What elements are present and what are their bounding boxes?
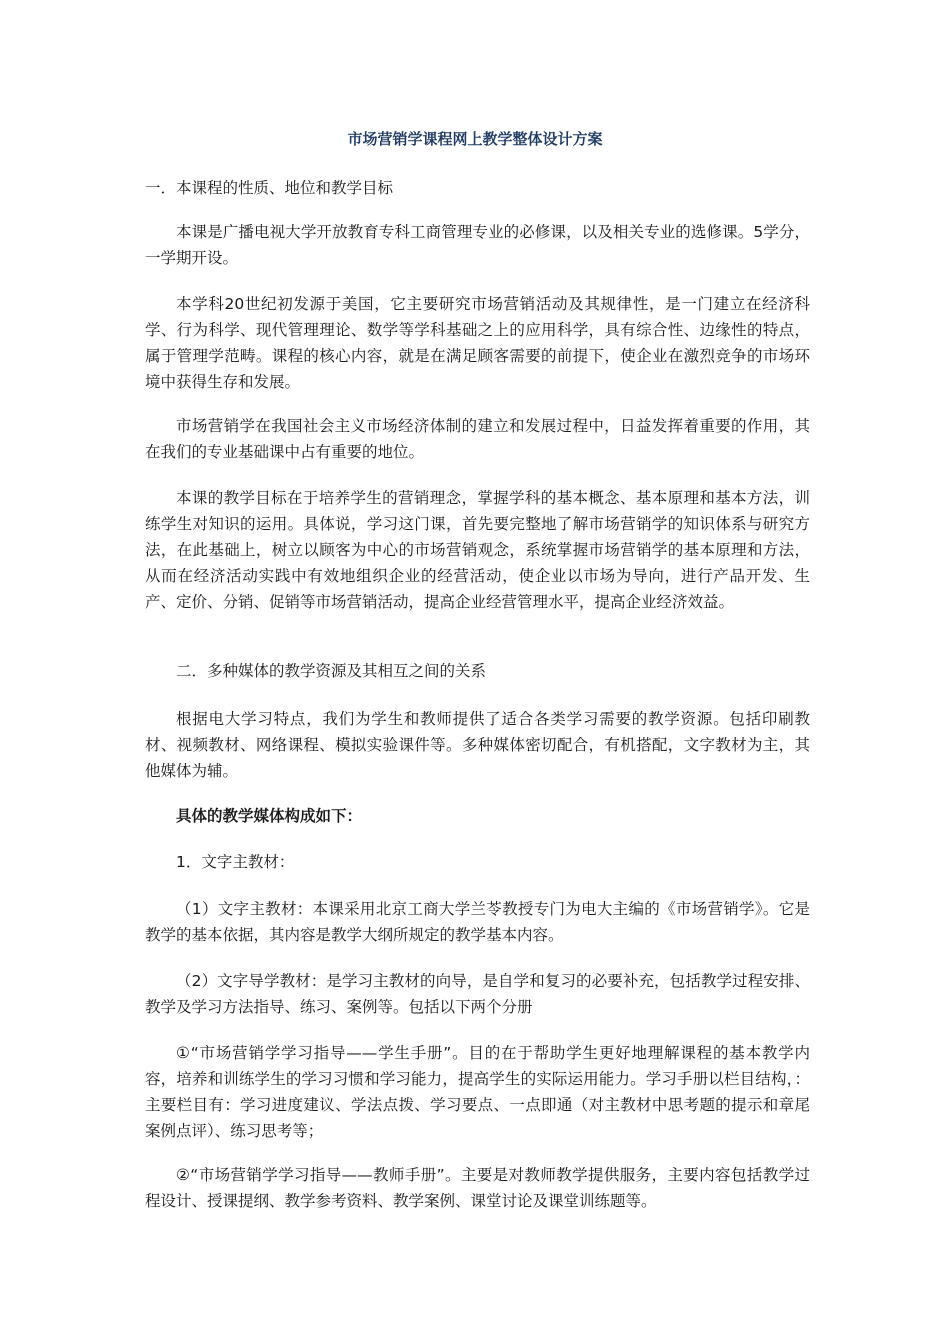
section-heading-2: 二．多种媒体的教学资源及其相互之间的关系 <box>176 662 487 680</box>
paragraph-discipline-origin: 本学科20世纪初发源于美国，它主要研究市场营销活动及其规律性，是一门建立在经济科学、行为科学、现代管理理论、数学等学科基础之上的应用科学，具有综合性、边缘性的特点，属于管理学范畴。课程的核心内容，就是在满足顾客需要的前提下，使企业在激烈竞争的市场环境中获得生存和发展。 <box>145 295 810 391</box>
document-title: 市场营销学课程网上教学整体设计方案 <box>347 130 603 148</box>
list-item-guide-textbook: （2）文字导学教材：是学习主教材的向导，是自学和复习的必要补充，包括教学过程安排、教学及学习方法指导、练习、案例等。包括以下两个分册 <box>145 972 810 1016</box>
list-item-teacher-handbook: ②“市场营销学学习指导——教师手册”。主要是对教师教学提供服务，主要内容包括教学过程设计、授课提纲、教学参考资料、教学案例、课堂讨论及课堂训练题等。 <box>145 1166 810 1210</box>
list-item-student-handbook: ①“市场营销学学习指导——学生手册”。目的在于帮助学生更好地理解课程的基本教学内容，培养和训练学生的学习习惯和学习能力，提高学生的实际运用能力。学习手册以栏目结构，：主要栏目有：学习进度建议、学法点拨、学习要点、一点即通（对主教材中思考题的提示和章尾案例点评）、练习思考等； <box>145 1044 810 1140</box>
list-item-main-textbook: （1）文字主教材：本课采用北京工商大学兰苓教授专门为电大主编的《市场营销学》。它是教学的基本依据，其内容是教学大纲所规定的教学基本内容。 <box>145 900 810 944</box>
paragraph-course-credits: 本课是广播电视大学开放教育专科工商管理专业的必修课，以及相关专业的选修课。5学分，一学期开设。 <box>145 223 810 267</box>
section-heading-1: 一．本课程的性质、地位和教学目标 <box>145 179 394 197</box>
paragraph-teaching-goals: 本课的教学目标在于培养学生的营销理念，掌握学科的基本概念、基本原理和基本方法，训练学生对知识的运用。具体说，学习这门课，首先要完整地了解市场营销学的知识体系与研究方法，在此基础上，树立以顾客为中心的市场营销观念，系统掌握市场营销学的基本原理和方法，从而在经济活动实践中有效地组织企业的经营活动，使企业以市场为导向，进行产品开发、生产、定价、分销、促销等市场营销活动，提高企业经营管理水平，提高企业经济效益。 <box>145 489 810 611</box>
paragraph-teaching-resources: 根据电大学习特点，我们为学生和教师提供了适合各类学习需要的教学资源。包括印刷教材、视频教材、网络课程、模拟实验课件等。多种媒体密切配合，有机搭配，文字教材为主，其他媒体为辅。 <box>145 710 810 780</box>
media-heading: 具体的教学媒体构成如下： <box>176 807 363 825</box>
paragraph-course-importance: 市场营销学在我国社会主义市场经济体制的建立和发展过程中，日益发挥着重要的作用，其在我们的专业基础课中占有重要的地位。 <box>145 417 810 461</box>
list-item-text-textbook: 1．文字主教材： <box>176 853 295 871</box>
